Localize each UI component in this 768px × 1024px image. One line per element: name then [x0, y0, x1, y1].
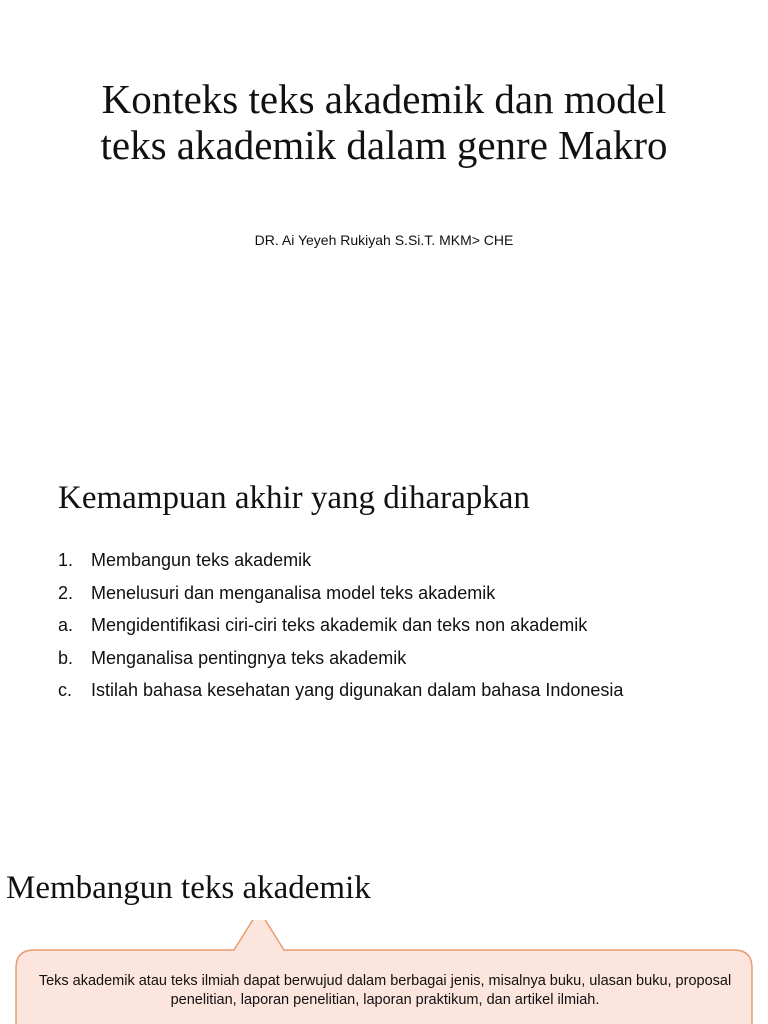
list-item-text: Menelusuri dan menganalisa model teks akademik: [91, 582, 496, 603]
list-marker: c.: [58, 680, 73, 700]
objectives-list: [58, 544, 738, 707]
slide-title: [0, 0, 768, 460]
slide-membangun: [0, 840, 768, 1024]
presentation-title: Konteks teks akademik dan model teks akademik dalam genre Makro: [100, 76, 668, 168]
list-item: [58, 577, 738, 610]
list-marker: b.: [58, 647, 74, 668]
list-item: [58, 544, 738, 577]
slide-objectives: [0, 460, 768, 840]
list-marker: 1.: [58, 550, 74, 570]
list-item: [58, 642, 738, 675]
list-marker: a.: [58, 615, 74, 635]
callout-text: Teks akademik atau teks ilmiah dapat berwujud dalam berbagai jenis, misalnya buku, ulasan buku, proposal penelitian, laporan penelitian, laporan praktikum, dan artikel ilmiah.: [38, 973, 732, 1008]
list-item-text: Istilah bahasa kesehatan yang digunakan dalam bahasa Indonesia: [91, 680, 624, 700]
list-item-text: Membangun teks akademik: [91, 550, 312, 570]
list-marker: 2.: [58, 582, 74, 603]
objectives-heading: Kemampuan akhir yang diharapkan: [58, 480, 530, 516]
author-subtitle: DR. Ai Yeyeh Rukiyah S.Si.T. MKM> CHE: [254, 232, 514, 248]
list-item-text: Mengidentifikasi ciri-ciri teks akademik dan teks non akademik: [91, 615, 588, 635]
list-item: [58, 674, 738, 707]
section-heading: Membangun teks akademik: [6, 870, 371, 906]
list-item: [58, 609, 738, 642]
list-item-text: Menganalisa pentingnya teks akademik: [91, 647, 407, 668]
